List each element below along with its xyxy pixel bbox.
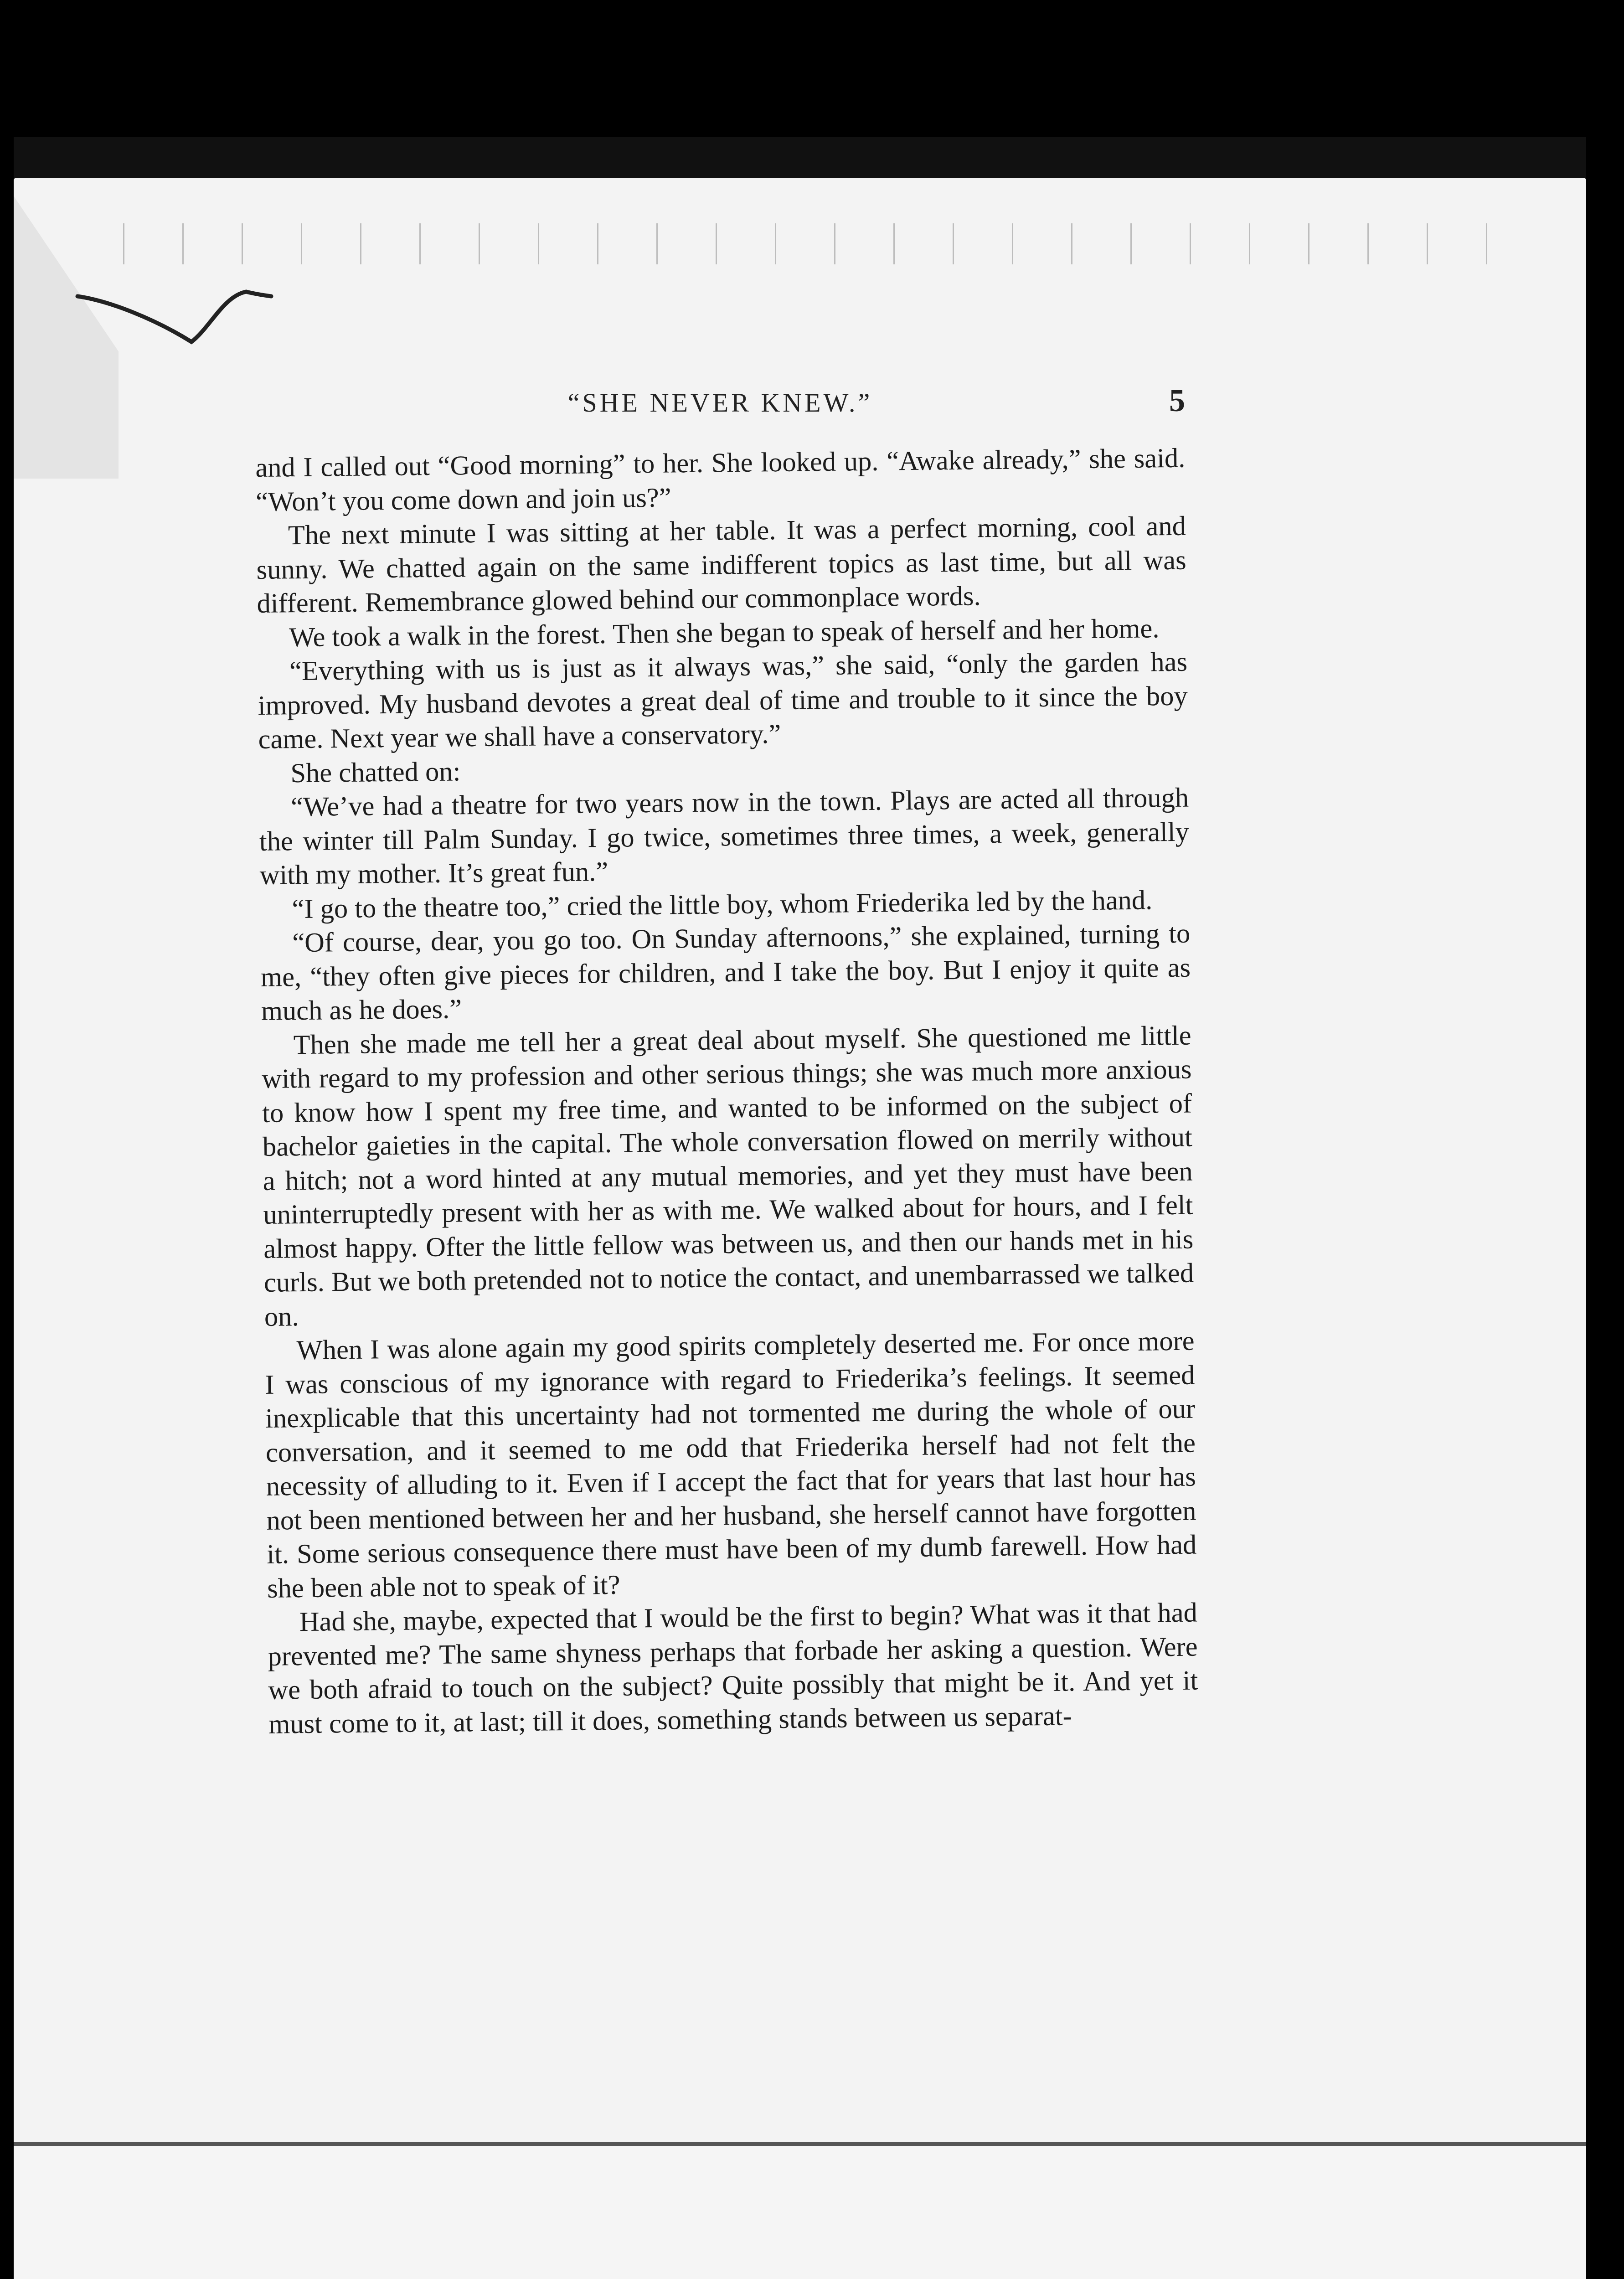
scan-edge-marks xyxy=(105,223,1541,264)
paragraph: We took a walk in the forest. Then she began to speak of herself and her home. xyxy=(289,613,1160,653)
body-text xyxy=(255,442,1202,2069)
paragraph: “Everything with us is just as it always was,” she said, “only the garden has improved. My husband devotes a great deal of time and trouble to it since the boy came. Next year we shall have a conservatory.” xyxy=(258,646,1188,755)
paragraph: The next minute I was sitting at her table. It was a perfect morning, cool and sunny. We chatted again on the same indifferent topics as last time, but all was different. Remembrance glowed behind our commonplace words. xyxy=(256,510,1186,619)
running-head: “SHE NEVER KNEW.” xyxy=(567,388,873,418)
page-number: 5 xyxy=(1169,383,1185,418)
page-header xyxy=(255,383,1185,428)
scan-fold-line xyxy=(14,2142,1586,2146)
paragraph: She chatted on: xyxy=(290,756,461,789)
lower-blank-area xyxy=(14,2146,1586,2279)
pen-stroke-mark xyxy=(73,283,273,346)
paragraph: Had she, maybe, expected that I would be the first to begin? What was it that had prevented me? The same shyness perhaps that forbade her asking a question. Were we both afraid to touch on the subject? Quite possibly that might be it. And yet it must come to it, at last; till it does, something stands between us separat- xyxy=(268,1597,1198,1740)
paragraph: “We’ve had a theatre for two years now in the town. Plays are acted all through the winter till Palm Sunday. I go twice, sometimes three times, a week, generally with my mother. It’s great fun.” xyxy=(259,782,1190,891)
paragraph: “Of course, dear, you go too. On Sunday afternoons,” she explained, turning to me, “they often give pieces for children, and I take the boy. But I enjoy it quite as much as he does.” xyxy=(260,918,1191,1026)
paragraph: “I go to the theatre too,” cried the little boy, whom Friederika led by the hand. xyxy=(292,884,1153,924)
paragraph: and I called out “Good morning” to her. She looked up. “Awake already,” she said. “Won’t you come down and join us?” xyxy=(255,443,1186,517)
paragraph: When I was alone again my good spirits completely deserted me. For once more I was conscious of my ignorance with regard to Friederika’s feelings. It seemed inexplicable that this uncertainty had not tormented me during the whole of our conversation, and it seemed to me odd that Friederika herself had not felt the necessity of alluding to it. Even if I accept the fact that for years that last hour has not been mentioned between her and her husband, she herself cannot have forgotten it. Some serious consequence there must have been of my dumb farewell. How had she been able not to speak of it? xyxy=(265,1325,1197,1604)
paragraph: Then she made me tell her a great deal about myself. She questioned me little with regard to my profession and other serious things; she was much more anxious to know how I spent my free time, and wanted to be informed on the subject of bachelor gaieties in the capital. The whole conversation flowed on merrily without a hitch; not a word hinted at any mutual memories, and yet they must have been uninterruptedly present with her as with me. We walked about for hours, and I felt almost happy. Ofter the little fellow was between us, and then our hands met in his curls. But we both pretended not to notice the contact, and unembarrassed we talked on. xyxy=(262,1020,1194,1332)
